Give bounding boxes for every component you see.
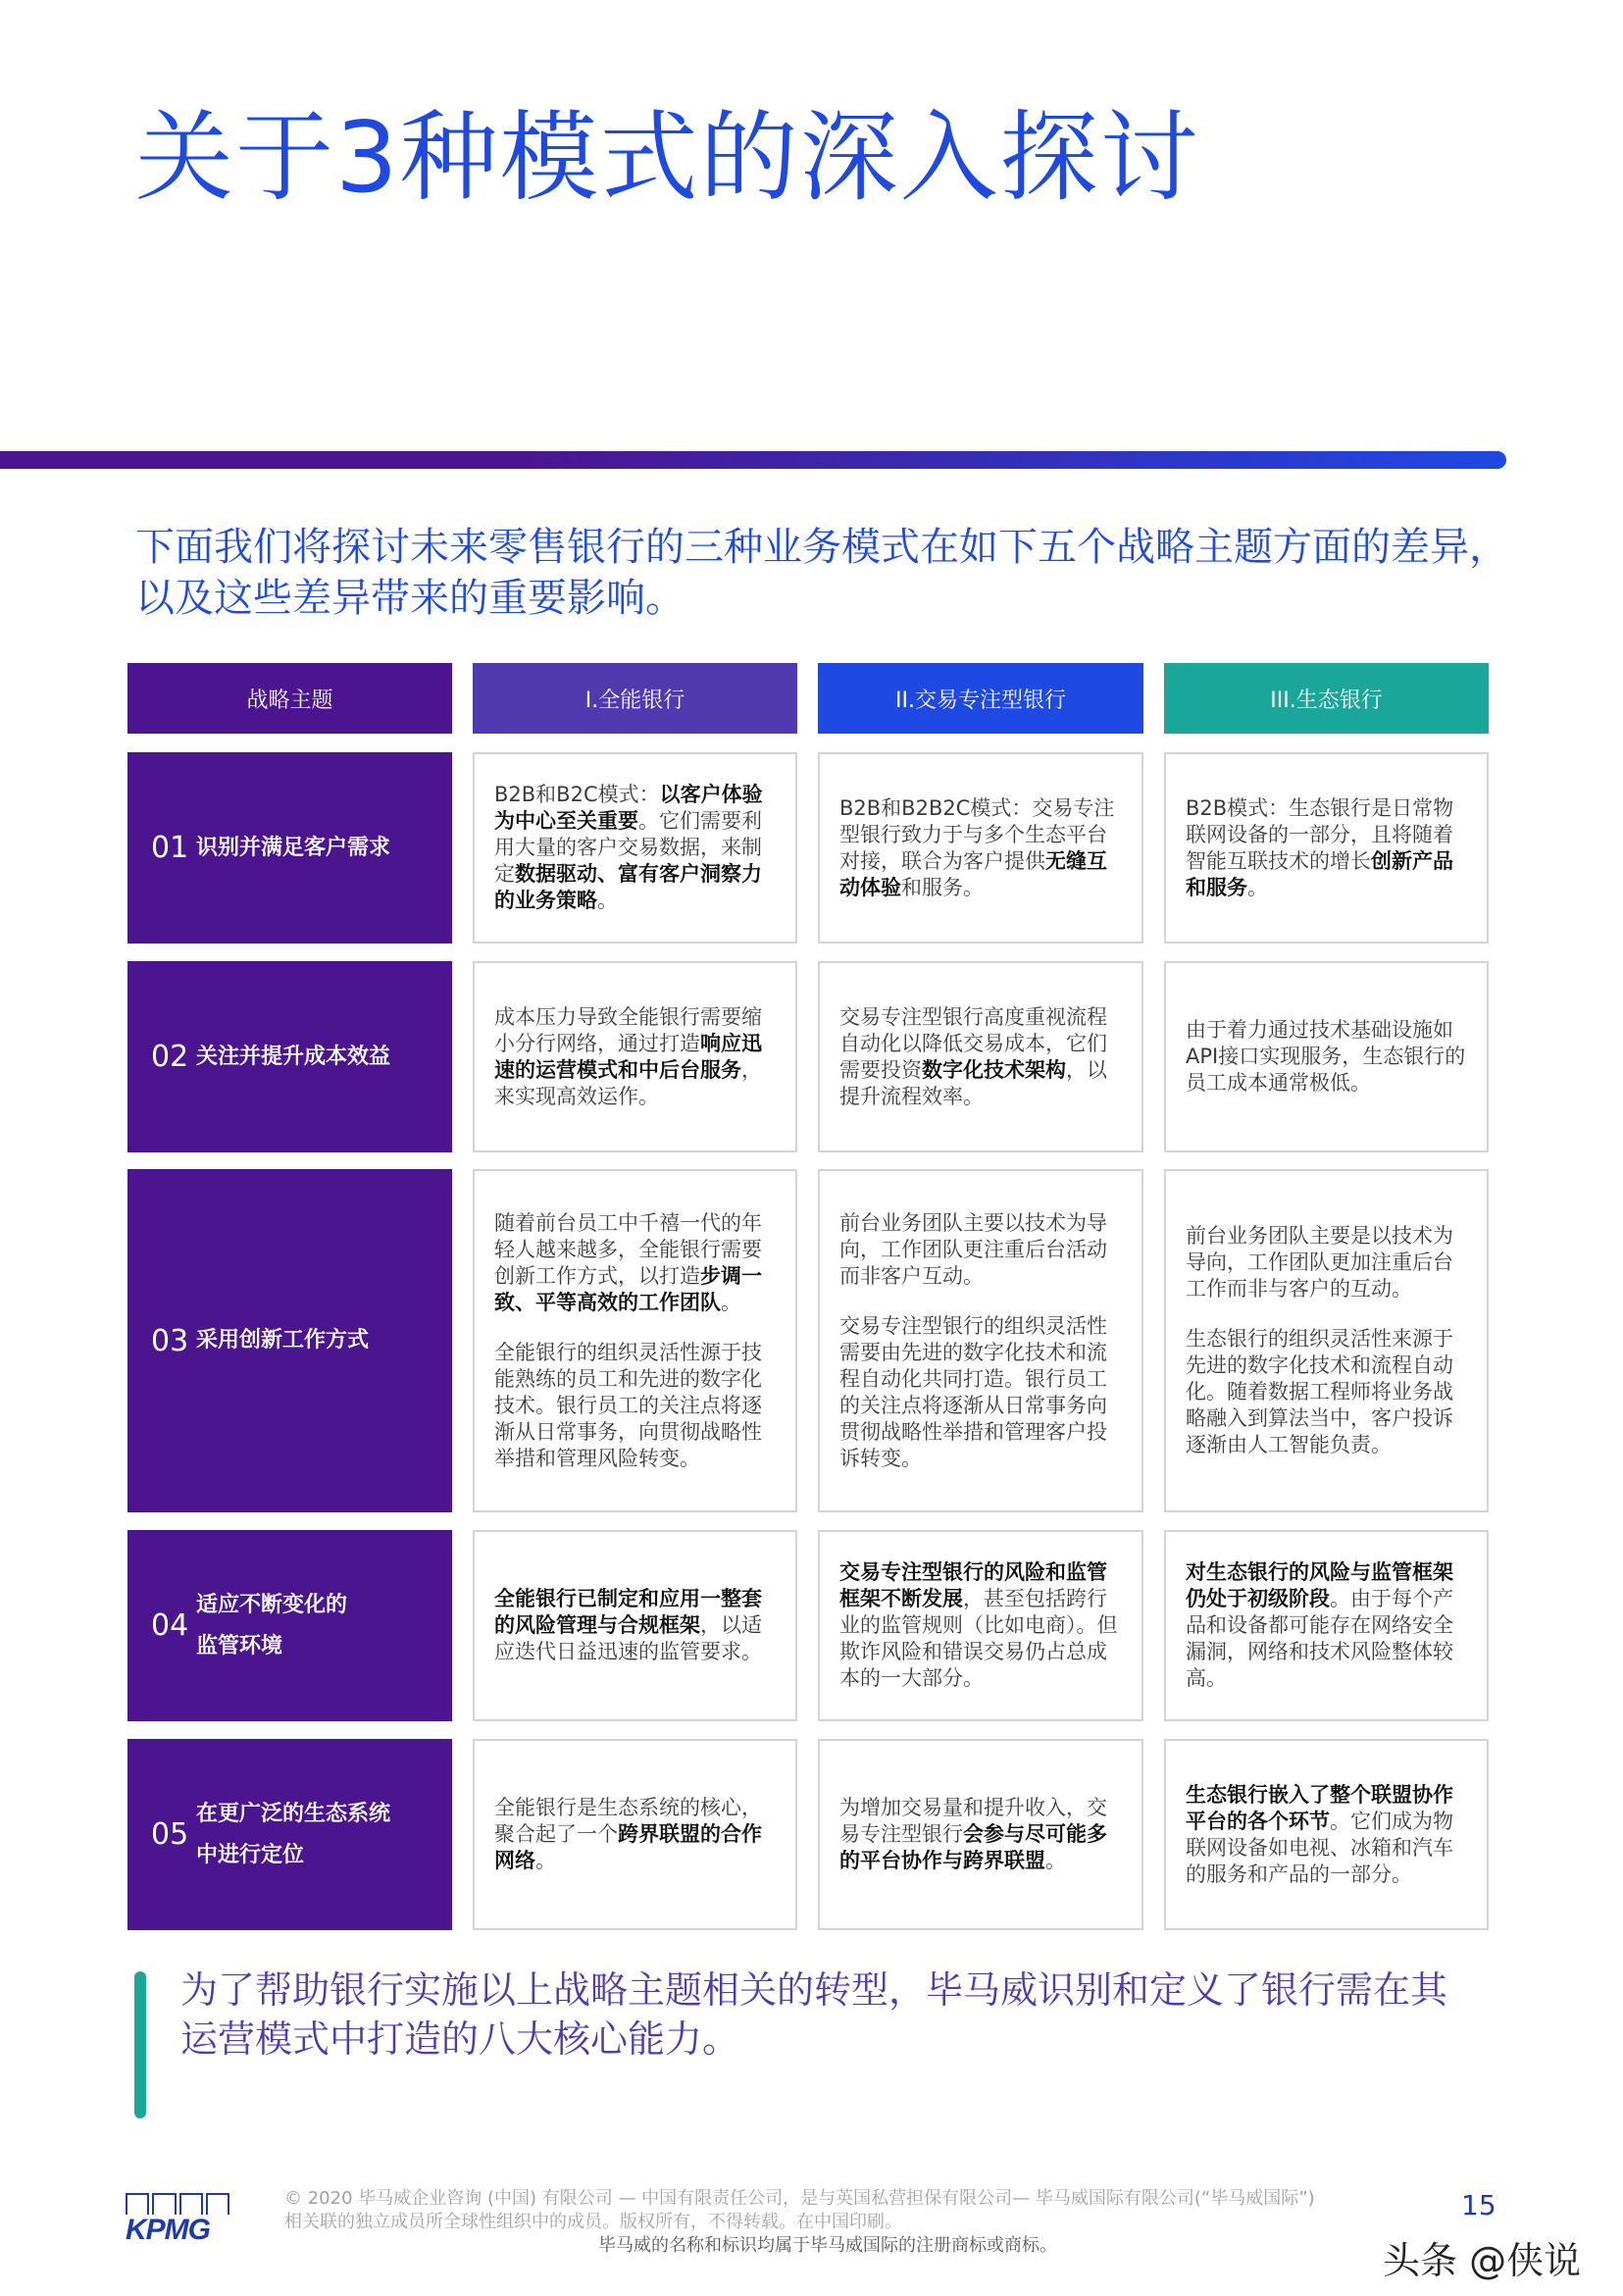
theme-number: 02 xyxy=(151,1040,189,1074)
table-cell: 生态银行嵌入了整个联盟协作平台的各个环节。它们成为物联网设备如电视、冰箱和汽车的服务和产品的一部分。 xyxy=(1164,1739,1489,1930)
kpmg-logo xyxy=(126,2193,229,2250)
table-cell: 全能银行是生态系统的核心，聚合起了一个跨界联盟的合作网络。 xyxy=(473,1739,797,1930)
conclusion-line: 运营模式中打造的八大核心能力。 xyxy=(180,2017,740,2061)
table-cell: 前台业务团队主要是以技术为导向，工作团队更加注重后台工作而非与客户的互动。 生态银行的组织灵活性来源于先进的数字化技术和流程自动化。随着数据工程师将业务战略融入到算法当中，客户投诉逐渐由人工智能负责。 xyxy=(1164,1169,1489,1512)
column-header-ecosystem-bank: III.生态银行 xyxy=(1164,663,1489,734)
column-header-universal-bank: I.全能银行 xyxy=(473,663,797,734)
theme-row-04 xyxy=(127,1530,452,1721)
page-title: 关于3种模式的深入探讨 xyxy=(135,100,1200,215)
conclusion-line: 为了帮助银行实施以上战略主题相关的转型，毕马威识别和定义了银行需在其 xyxy=(180,1968,1448,2012)
column-header-transaction-bank: II.交易专注型银行 xyxy=(818,663,1143,734)
table-cell: B2B和B2B2C模式：交易专注型银行致力于与多个生态平台对接，联合为客户提供无缝互动体验和服务。 xyxy=(818,752,1143,944)
footer-line: 毕马威的名称和标识均属于毕马威国际的注册商标或商标。 xyxy=(598,2235,1057,2256)
watermark: 头条 @侠说 xyxy=(1383,2239,1582,2282)
table-cell: 由于着力通过技术基础设施如API接口实现服务，生态银行的员工成本通常极低。 xyxy=(1164,961,1489,1152)
table-cell: 全能银行已制定和应用一整套的风险管理与合规框架，以适应迭代日益迅速的监管要求。 xyxy=(473,1530,797,1721)
theme-number: 01 xyxy=(151,831,189,865)
accent-bar xyxy=(134,1971,146,2118)
table-cell: 对生态银行的风险与监管框架仍处于初级阶段。由于每个产品和设备都可能存在网络安全漏洞，网络和技术风险整体较高。 xyxy=(1164,1530,1489,1721)
table-cell: B2B和B2C模式：以客户体验为中心至关重要。它们需要利用大量的客户交易数据，来制定数据驱动、富有客户洞察力的业务策略。 xyxy=(473,752,797,944)
theme-label: 识别并满足客户需求 xyxy=(196,835,391,860)
table-cell: B2B模式：生态银行是日常物联网设备的一部分，且将随着智能互联技术的增长创新产品和服务。 xyxy=(1164,752,1489,944)
table-cell: 随着前台员工中千禧一代的年轻人越来越多，全能银行需要创新工作方式，以打造步调一致、平等高效的工作团队。 全能银行的组织灵活性源于技能熟练的员工和先进的数字化技术。银行员工的关注点将逐渐从日常事务，向贯彻战略性举措和管理风险转变。 xyxy=(473,1169,797,1512)
footer-legal xyxy=(284,2187,1402,2258)
title-divider xyxy=(0,451,1506,469)
table-cell: 交易专注型银行的风险和监管框架不断发展，甚至包括跨行业的监管规则（比如电商）。但欺诈风险和错误交易仍占总成本的一大部分。 xyxy=(818,1530,1143,1721)
intro-line: 以及这些差异带来的重要影响。 xyxy=(135,576,685,621)
logo-wordmark: KPMG xyxy=(126,2214,210,2246)
theme-row-01 xyxy=(127,752,452,944)
theme-label: 在更广泛的生态系统 中进行定位 xyxy=(196,1801,391,1867)
intro-line: 下面我们将探讨未来零售银行的三种业务模式在如下五个战略主题方面的差异， xyxy=(135,525,1508,570)
theme-label: 关注并提升成本效益 xyxy=(196,1044,391,1069)
theme-row-02 xyxy=(127,961,452,1152)
table-cell: 交易专注型银行高度重视流程自动化以降低交易成本，它们需要投资数字化技术架构，以提升流程效率。 xyxy=(818,961,1143,1152)
theme-label: 适应不断变化的 监管环境 xyxy=(196,1592,348,1658)
footer-line: 相关联的独立成员所全球性组织中的成员。版权所有，不得转载。在中国印刷。 xyxy=(284,2212,902,2232)
theme-number: 04 xyxy=(151,1608,189,1643)
table-cell: 为增加交易量和提升收入，交易专注型银行会参与尽可能多的平台协作与跨界联盟。 xyxy=(818,1739,1143,1930)
table-cell: 前台业务团队主要以技术为导向，工作团队更注重后台活动而非客户互动。 交易专注型银行的组织灵活性需要由先进的数字化技术和流程自动化共同打造。银行员工的关注点将逐渐从日常事务向贯彻战略性举措和管理客户投诉转变。 xyxy=(818,1169,1143,1512)
intro-paragraph xyxy=(135,522,1508,624)
theme-row-03 xyxy=(127,1169,452,1512)
table-cell: 成本压力导致全能银行需要缩小分行网络，通过打造响应迅速的运营模式和中后台服务，来实现高效运作。 xyxy=(473,961,797,1152)
footer-line: © 2020 毕马威企业咨询 (中国) 有限公司 — 中国有限责任公司，是与英国私营担保有限公司— 毕马威国际有限公司(“毕马威国际”) xyxy=(284,2188,1315,2209)
page-number: 15 xyxy=(1461,2189,1496,2221)
conclusion-text xyxy=(180,1965,1514,2064)
theme-number: 05 xyxy=(151,1817,189,1852)
theme-row-05 xyxy=(127,1739,452,1930)
theme-number: 03 xyxy=(151,1323,189,1358)
column-header-theme: 战略主题 xyxy=(127,663,452,734)
theme-label: 采用创新工作方式 xyxy=(196,1328,370,1352)
